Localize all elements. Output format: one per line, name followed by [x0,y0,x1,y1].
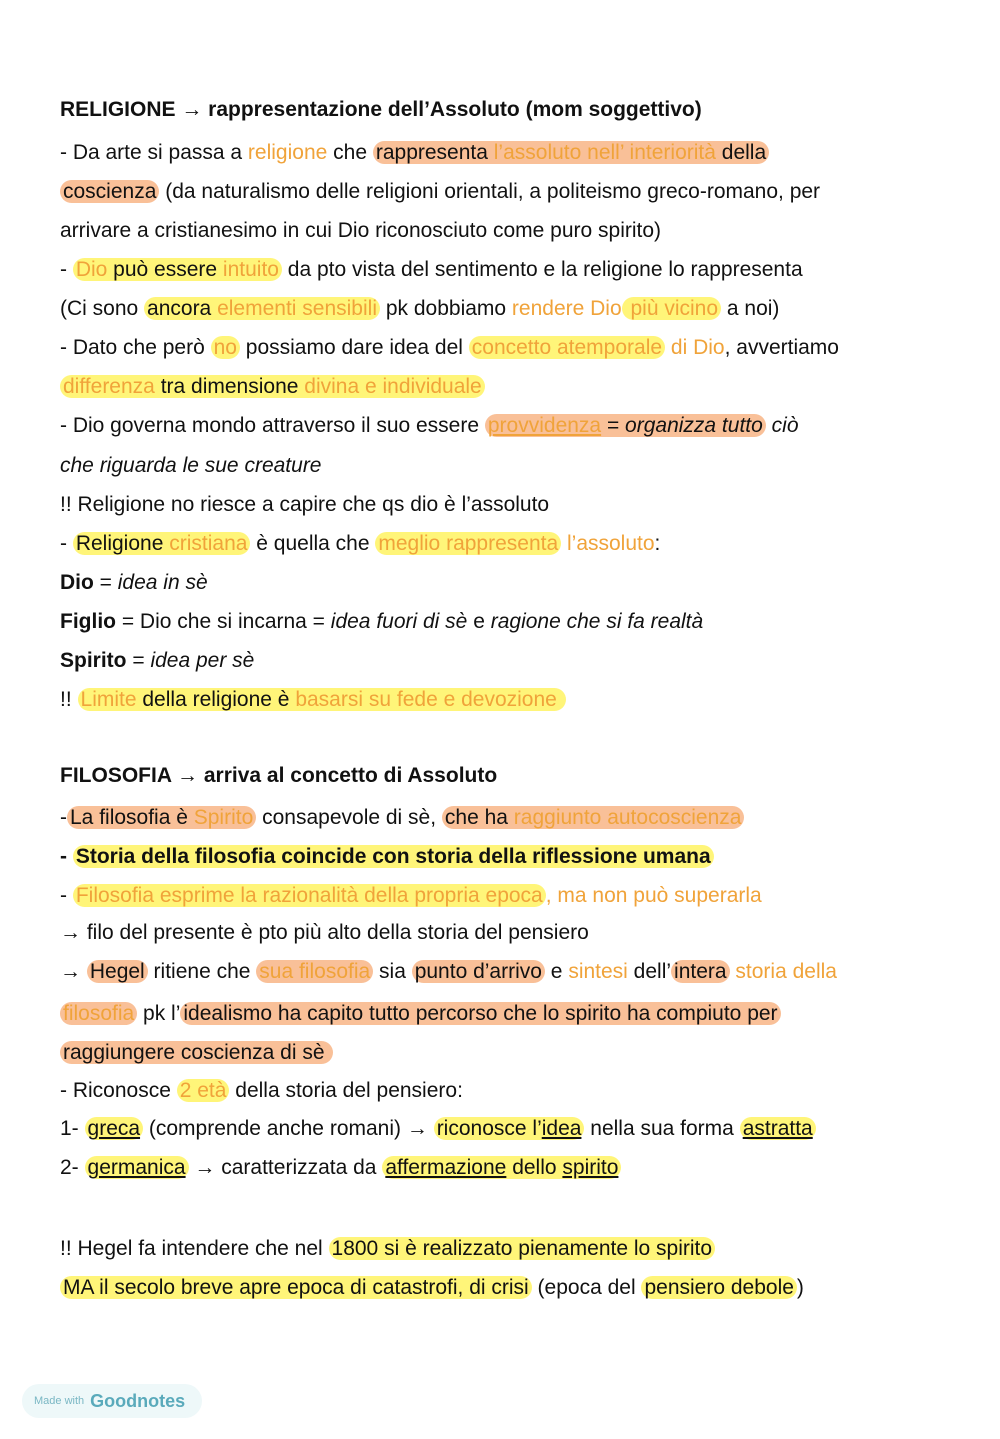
religione-line-11: - Religione cristiana è quella che meglio rappresenta l’assoluto: [60,532,661,555]
religione-line-9: che riguarda le sue creature [60,454,322,477]
filosofia-line-4: → filo del presente è pto più alto della storia del pensiero [60,921,589,944]
filosofia-line-12: MA il secolo breve apre epoca di catastrofi, di crisi (epoca del pensiero debole ) [60,1274,804,1302]
religione-line-13: Figlio = Dio che si incarna = idea fuori di sè e ragione che si fa realtà [60,610,704,633]
religione-line-7: differenza tra dimensione divina e individuale [60,373,485,401]
badge-small-text: Made with [34,1395,85,1407]
filosofia-line-2: - Storia della filosofia coincide con storia della riflessione umana [60,843,714,871]
filosofia-line-3: - Filosofia esprime la razionalità della propria epoca , ma non può superarla [60,884,762,907]
religione-line-2: coscienza (da naturalismo delle religioni orientali, a politeismo greco-romano, per [60,178,820,206]
filosofia-line-11: !! Hegel fa intendere che nel 1800 si è realizzato pienamente lo spirito [60,1235,715,1263]
filosofia-line-7: raggiungere coscienza di sè [60,1039,333,1067]
filosofia-heading: FILOSOFIA → arriva al concetto di Assoluto [60,764,498,787]
filosofia-line-1: - La filosofia è Spirito consapevole di sè, che ha raggiunto autocoscienza [60,804,744,832]
filosofia-line-9: 1- greca (comprende anche romani) → riconosce l’idea nella sua forma astratta [60,1115,816,1143]
religione-line-6: - Dato che però no possiamo dare idea del concetto atemporale di Dio, avvertiamo [60,336,839,359]
religione-line-12: Dio = idea in sè [60,571,208,594]
filosofia-line-5: → Hegel ritiene che sua filosofia sia punto d’arrivo e sintesi dell’ intera storia della [60,960,837,983]
filosofia-line-6: filosofia pk l’ idealismo ha capito tutto percorso che lo spirito ha compiuto per [60,1000,781,1028]
religione-line-5: (Ci sono ancora elementi sensibili pk dobbiamo rendere Dio più vicino a noi) [60,297,780,320]
religione-line-1: - Da arte si passa a religione che rappresenta l’assoluto nell’ interiorità della [60,139,769,167]
religione-line-15: !! Limite della religione è basarsi su fede e devozione [60,686,566,714]
goodnotes-logo-text: Goodnotes [90,1390,186,1411]
religione-line-14: Spirito = idea per sè [60,649,255,672]
religione-line-10: !! Religione no riesce a capire che qs dio è l’assoluto [60,493,550,516]
filosofia-line-10: 2- germanica → caratterizzata da affermazione dello spirito [60,1154,621,1182]
filosofia-line-8: - Riconosce 2 età della storia del pensiero: [60,1079,463,1102]
made-with-goodnotes-badge [22,1384,202,1418]
religione-heading: RELIGIONE → rappresentazione dell’Assoluto (mom soggettivo) [60,98,702,121]
religione-line-3: arrivare a cristianesimo in cui Dio riconosciuto come puro spirito) [60,219,662,242]
religione-line-8: - Dio governa mondo attraverso il suo essere provvidenza = organizza tutto ciò [60,414,799,437]
religione-line-4: - Dio può essere intuito da pto vista del sentimento e la religione lo rappresenta [60,258,803,281]
